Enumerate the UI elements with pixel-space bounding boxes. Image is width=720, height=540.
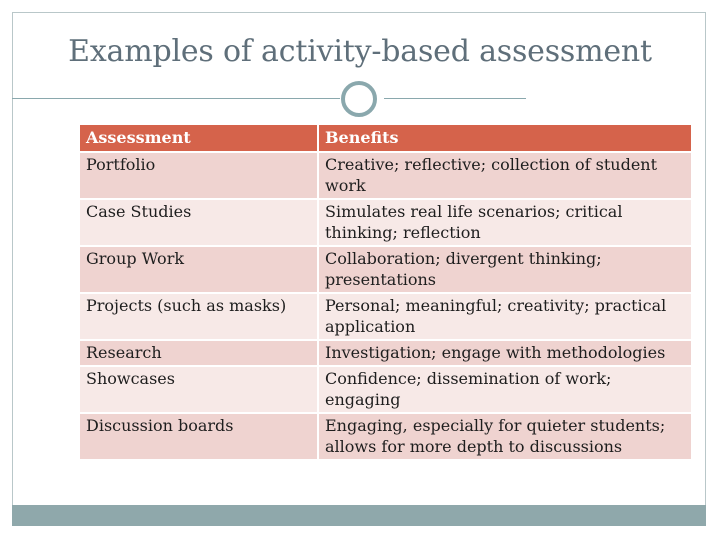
assessment-cell: Showcases	[79, 366, 318, 413]
assessment-table	[78, 123, 693, 461]
assessment-cell: Discussion boards	[79, 413, 318, 460]
table-row	[79, 413, 692, 460]
table-header-row	[79, 124, 692, 152]
benefits-cell: Creative; reflective; collection of student work	[318, 152, 692, 199]
slide-title: Examples of activity-based assessment	[68, 34, 652, 69]
benefits-cell: Simulates real life scenarios; critical thinking; reflection	[318, 199, 692, 246]
column-header-assessment: Assessment	[79, 124, 318, 152]
benefits-cell: Confidence; dissemination of work; engaging	[318, 366, 692, 413]
title-divider-left	[12, 98, 340, 99]
column-header-benefits: Benefits	[318, 124, 692, 152]
assessment-cell: Portfolio	[79, 152, 318, 199]
title-divider-right	[384, 98, 526, 99]
table-row	[79, 152, 692, 199]
table-row	[79, 293, 692, 340]
assessment-cell: Projects (such as masks)	[79, 293, 318, 340]
table-row	[79, 366, 692, 413]
assessment-cell: Research	[79, 340, 318, 366]
assessment-cell: Case Studies	[79, 199, 318, 246]
table-row	[79, 246, 692, 293]
benefits-cell: Investigation; engage with methodologies	[318, 340, 692, 366]
divider-circle-ornament	[341, 81, 377, 117]
assessment-cell: Group Work	[79, 246, 318, 293]
benefits-cell: Personal; meaningful; creativity; practical application	[318, 293, 692, 340]
benefits-cell: Engaging, especially for quieter students; allows for more depth to discussions	[318, 413, 692, 460]
table-row	[79, 199, 692, 246]
table-row	[79, 340, 692, 366]
benefits-cell: Collaboration; divergent thinking; presentations	[318, 246, 692, 293]
footer-bar	[12, 505, 706, 526]
